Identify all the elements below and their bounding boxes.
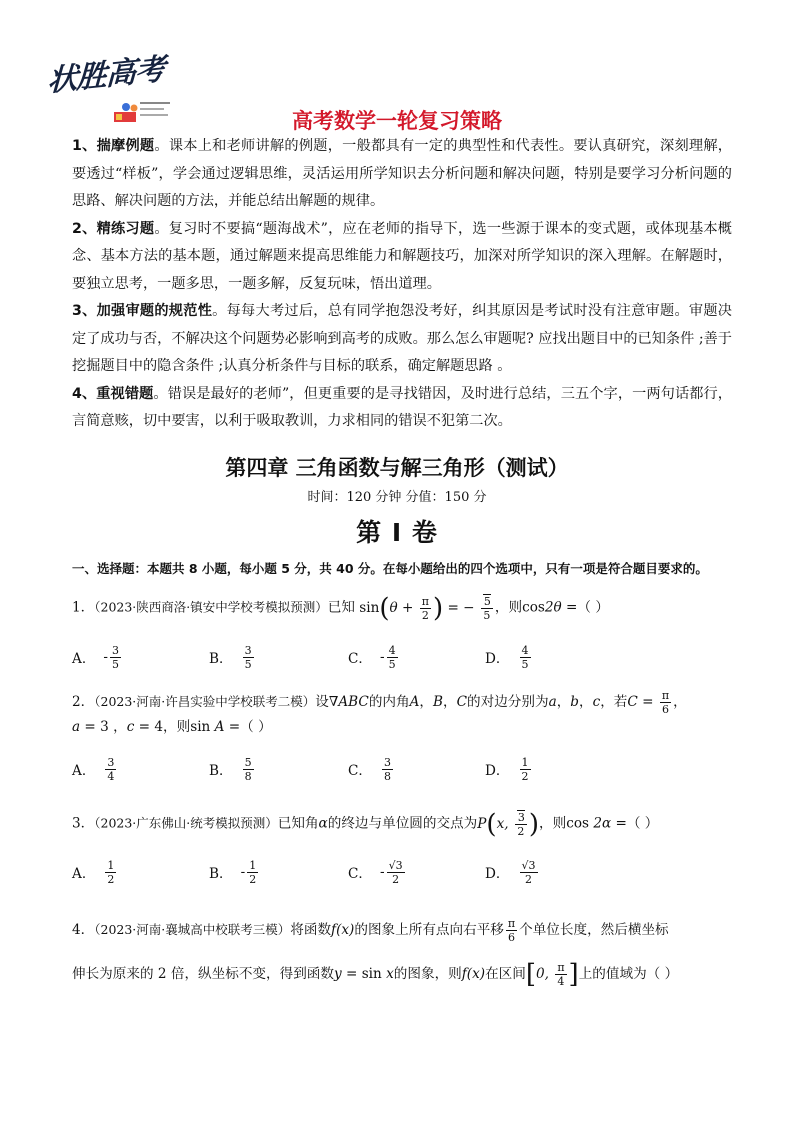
option-b[interactable]: B． - $\frac{1}{2}$ <box>209 858 257 886</box>
option-d[interactable]: D． $\frac{√3}{2}$ <box>485 858 536 886</box>
option-c[interactable]: C． - $\frac{√3}{2}$ <box>348 858 403 886</box>
chapter-title: 第四章 三角函数与解三角形（测试） <box>225 456 569 480</box>
question-2: 2．（2023·河南·许昌实验中学校联考二模）设∇ABC的内角A，B，C的对边分别为a，b，c，若C = $\frac{\pi}{6}$ ， a = 3 ，c = 4，则sin A =（ ） <box>72 689 687 735</box>
option-a[interactable]: A． $\frac{1}{2}$ <box>72 858 115 886</box>
strategy-tips <box>72 133 732 436</box>
option-b[interactable]: B． $\frac{5}{8}$ <box>209 755 252 783</box>
tip-3: 3、加强审题的规范性。每每大考过后，总有同学抱怨没考好，纠其原因是考试时没有注意审题。审题决定了成功与否，不解决这个问题势必影响到高考的成败。那么怎么审题呢? 应找出题目中的已知条件 ;善于挖掘题目中的隐含条件 ;认真分析条件与目标的联系，确定解题思路 。 <box>72 303 732 374</box>
formula-cos2theta: cos2θ = <box>522 599 578 616</box>
formula-sin: sin(θ + $\frac{\pi}{2}$ ) = − $\frac{5}{5}$ <box>359 593 491 623</box>
question-1-options <box>72 637 732 677</box>
section-heading: 一、选择题：本题共 8 小题，每小题 5 分，共 40 分。在每小题给出的四个选项中，只有一项是符合题目要求的。 <box>72 561 708 576</box>
question-3: 3．（2023·广东佛山·统考模拟预测）已知角α的终边与单位圆的交点为P(x, $\frac{3}{2}$ )，则cos 2α =（ ） <box>72 809 659 839</box>
option-d[interactable]: D． $\frac{1}{2}$ <box>485 755 529 783</box>
question-1: 1．（2023·陕西商洛·镇安中学校考模拟预测）已知 sin(θ + $\frac{\pi}{2}$ ) = − $\frac{5}{5}$ ，则cos2θ =（ ） <box>72 593 609 623</box>
option-d[interactable]: D． $\frac{4}{5}$ <box>485 643 529 671</box>
question-2-options <box>72 749 732 789</box>
option-a[interactable]: A． $\frac{3}{4}$ <box>72 755 115 783</box>
option-a[interactable]: A． - $\frac{3}{5}$ <box>72 643 120 671</box>
question-4: 4．（2023·河南·襄城高中校联考三模）将函数f(x)的图象上所有点向右平移 $\frac{\pi}{6}$ 个单位长度，然后横坐标 伸长为原来的 2 倍，纵坐标不变，得到函数y = sin x的图象，则f(x)在区间[0, $\frac{\pi}{4}$ ]上的值域为（ ） <box>72 917 679 990</box>
tip-1: 1、揣摩例题。课本上和老师讲解的例题，一般都具有一定的典型性和代表性。要认真研究，深刻理解，要透过“样板”，学会通过逻辑思维，灵活运用所学知识去分析问题和解决问题，特别是要学习分析问题的思路、解决问题的方法，并能总结出解题的规律。 <box>72 138 732 209</box>
tip-2: 2、精练习题。复习时不要搞“题海战术”，应在老师的指导下，选一些源于课本的变式题，或体现基本概念、基本方法的基本题，通过解题来提高思维能力和解题技巧，加深对所学知识的深入理解。在解题时，要独立思考，一题多思，一题多解，反复玩味，悟出道理。 <box>72 220 732 292</box>
logo-wordmark: 状胜高考 <box>46 52 166 99</box>
question-3-options <box>72 852 732 892</box>
tip-4: 4、重视错题。错误是最好的老师”，但更重要的是寻找错因，及时进行总结，三五个字，一两句话都行，言简意赅，切中要害，以利于吸取教训，力求相同的错误不犯第二次。 <box>72 385 732 429</box>
document-title: 高考数学一轮复习策略 <box>292 109 502 133</box>
volume-title: 第 I 卷 <box>356 518 438 547</box>
option-c[interactable]: C． - $\frac{4}{5}$ <box>348 643 396 671</box>
option-c[interactable]: C． $\frac{3}{8}$ <box>348 755 391 783</box>
option-b[interactable]: B． $\frac{3}{5}$ <box>209 643 252 671</box>
exam-meta: 时间：120 分钟 分值：150 分 <box>307 490 487 505</box>
